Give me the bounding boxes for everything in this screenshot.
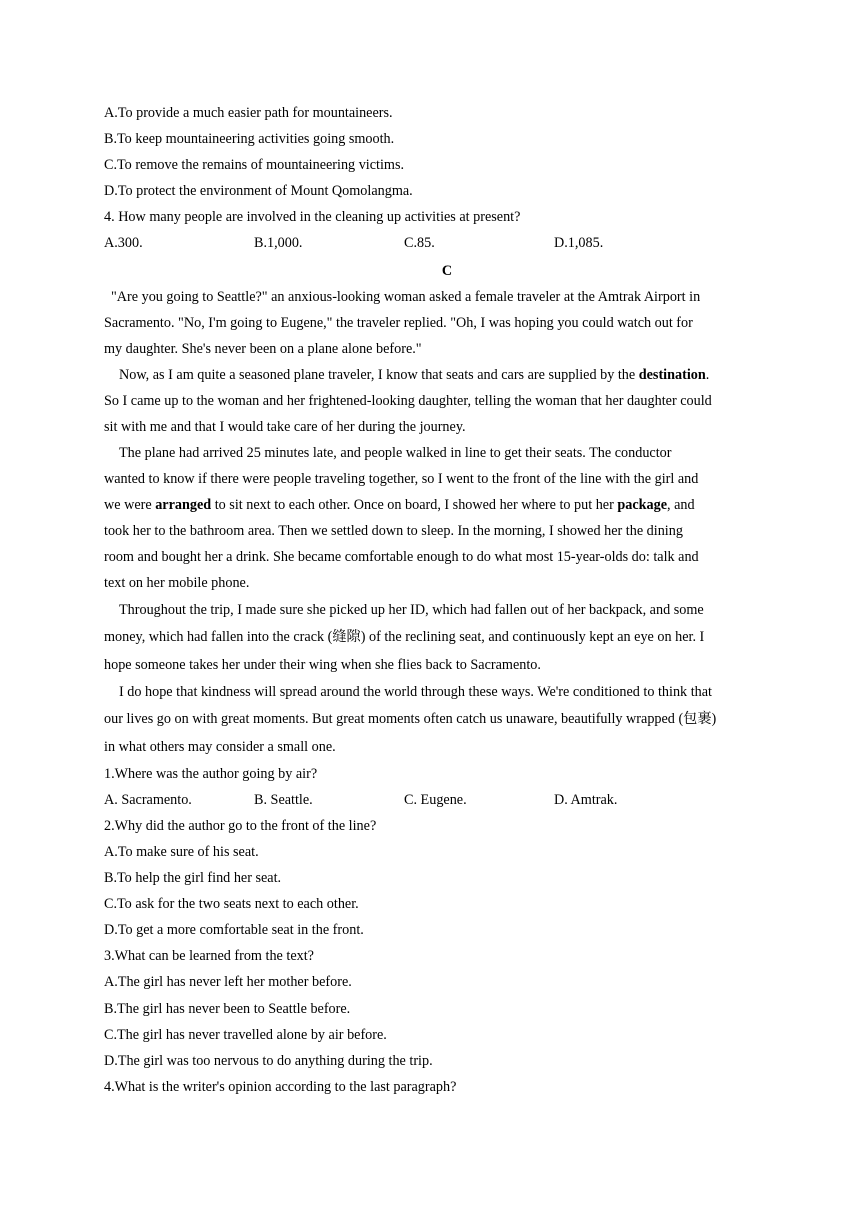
passage-line: Sacramento. "No, I'm going to Eugene," the traveler replied. "Oh, I was hoping you could watch out for (104, 315, 693, 331)
option-c: C. Eugene. (404, 792, 467, 808)
text-run: to sit next to each other. Once on board, I showed her where to put her (211, 497, 618, 513)
option-line: D.To get a more comfortable seat in the front. (104, 922, 364, 938)
option-line: C.The girl has never travelled alone by air before. (104, 1027, 387, 1043)
passage-line: Throughout the trip, I made sure she picked up her ID, which had fallen out of her backpack, and some (119, 602, 704, 618)
option-b: B.1,000. (254, 235, 303, 251)
option-line: B.To keep mountaineering activities going smooth. (104, 131, 395, 147)
passage-line (104, 498, 695, 512)
option-b: B. Seattle. (254, 792, 313, 808)
option-line: A.To make sure of his seat. (104, 844, 259, 860)
question-text: 2.Why did the author go to the front of the line? (104, 818, 377, 834)
option-line: B.The girl has never been to Seattle before. (104, 1001, 351, 1017)
passage-line: our lives go on with great moments. But great moments often catch us unaware, beautifully wrapped (包裹) (104, 711, 717, 727)
passage-line: room and bought her a drink. She became comfortable enough to do what most 15-year-olds do: talk and (104, 549, 699, 565)
passage-line: wanted to know if there were people traveling together, so I went to the front of the line with the girl and (104, 471, 699, 487)
passage-line: took her to the bathroom area. Then we settled down to sleep. In the morning, I showed her the dining (104, 523, 683, 539)
bold-word: package (617, 497, 668, 513)
option-d: D.1,085. (554, 235, 604, 251)
passage-line: The plane had arrived 25 minutes late, and people walked in line to get their seats. The conductor (119, 445, 672, 461)
option-line: C.To ask for the two seats next to each other. (104, 896, 359, 912)
section-heading: C (441, 263, 453, 279)
question-text: 1.Where was the author going by air? (104, 766, 318, 782)
option-line: C.To remove the remains of mountaineering victims. (104, 157, 405, 173)
option-line: A.The girl has never left her mother before. (104, 974, 352, 990)
passage-line: my daughter. She's never been on a plane alone before." (104, 341, 422, 357)
question-text: 4. How many people are involved in the cleaning up activities at present? (104, 209, 521, 225)
bold-word: destination (638, 367, 706, 383)
option-a: A. Sacramento. (104, 792, 192, 808)
passage-line: "Are you going to Seattle?" an anxious-looking woman asked a female traveler at the Amtrak Airport in (111, 289, 701, 305)
option-a: A.300. (104, 235, 143, 251)
option-line: D.To protect the environment of Mount Qomolangma. (104, 183, 413, 199)
passage-line: text on her mobile phone. (104, 575, 250, 591)
question-text: 4.What is the writer's opinion according to the last paragraph? (104, 1079, 457, 1095)
text-run: , and (667, 497, 695, 513)
text-run: we were (104, 497, 156, 513)
passage-line: money, which had fallen into the crack (缝隙) of the reclining seat, and continuously kept an eye on her. I (104, 629, 705, 645)
passage-line: in what others may consider a small one. (104, 739, 336, 755)
passage-line: hope someone takes her under their wing when she flies back to Sacramento. (104, 657, 541, 673)
bold-word: arranged (155, 497, 212, 513)
option-c: C.85. (404, 235, 435, 251)
passage-line (119, 368, 709, 382)
text-run: . (705, 367, 710, 383)
passage-line: sit with me and that I would take care of her during the journey. (104, 419, 466, 435)
question-text: 3.What can be learned from the text? (104, 948, 314, 964)
option-line: A.To provide a much easier path for mountaineers. (104, 105, 393, 121)
option-line: D.The girl was too nervous to do anything during the trip. (104, 1053, 433, 1069)
passage-line: I do hope that kindness will spread around the world through these ways. We're conditioned to think that (119, 684, 712, 700)
passage-line: So I came up to the woman and her frightened-looking daughter, telling the woman that her daughter could (104, 393, 712, 409)
text-run: Now, as I am quite a seasoned plane traveler, I know that seats and cars are supplied by the (119, 367, 639, 383)
option-line: B.To help the girl find her seat. (104, 870, 282, 886)
option-d: D. Amtrak. (554, 792, 618, 808)
